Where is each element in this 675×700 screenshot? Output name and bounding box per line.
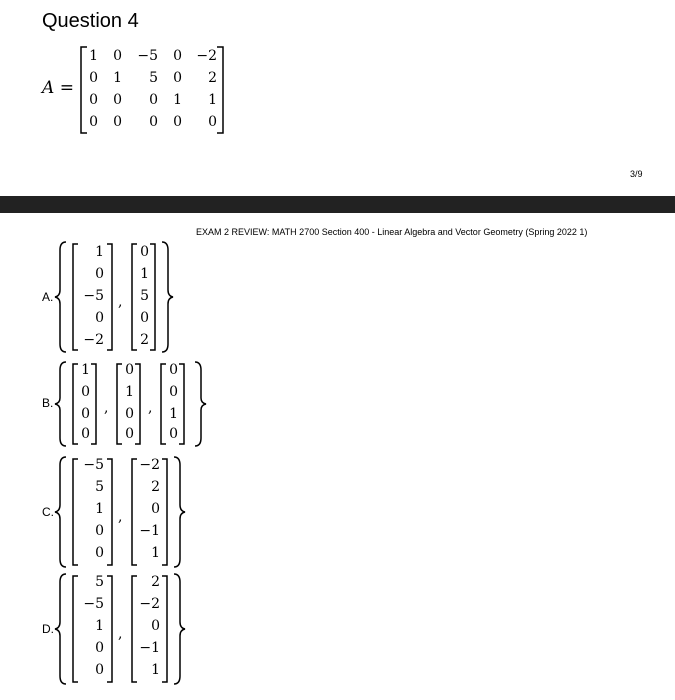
matrix-cell: 1: [113, 70, 122, 86]
vector-entry: 0: [169, 384, 178, 400]
vector-entry: 0: [95, 310, 104, 326]
question-title: Question 4: [42, 10, 139, 32]
matrix-cell: 0: [113, 48, 122, 64]
vector-entry: 2: [151, 574, 160, 590]
vector-bracket: [40, 240, 180, 354]
matrix-cell: −2: [196, 48, 217, 64]
matrix-cell: 0: [173, 48, 182, 64]
vector-entry: 5: [95, 574, 104, 590]
vector-entry: −5: [83, 457, 104, 473]
vector-entry: 1: [95, 501, 104, 517]
vector-entry: 1: [169, 406, 178, 422]
matrix-cell: 5: [149, 70, 158, 86]
vector-entry: 0: [95, 523, 104, 539]
vector-entry: 0: [151, 501, 160, 517]
vector-entry: 0: [95, 545, 104, 561]
vector-entry: 2: [151, 479, 160, 495]
matrix-cell: 1: [208, 92, 217, 108]
matrix-cell: 0: [173, 70, 182, 86]
option-label: A.: [42, 290, 54, 304]
matrix-cell: 0: [113, 92, 122, 108]
option-label: C.: [42, 505, 54, 519]
vector-entry: 1: [151, 662, 160, 678]
matrix-cell: 1: [173, 92, 182, 108]
vector-bracket: [40, 572, 190, 686]
vector-entry: −2: [139, 457, 160, 473]
vector-entry: 1: [95, 244, 104, 260]
matrix-symbol: A =: [42, 78, 74, 98]
matrix-cell: 0: [89, 70, 98, 86]
vector-entry: 0: [95, 640, 104, 656]
vector-entry: 2: [140, 332, 149, 348]
matrix-cell: 2: [208, 70, 217, 86]
matrix-cell: 0: [149, 92, 158, 108]
vector-entry: −2: [83, 332, 104, 348]
vector-entry: 5: [95, 479, 104, 495]
comma: ,: [118, 294, 123, 310]
vector-entry: 0: [140, 310, 149, 326]
vector-entry: 0: [95, 266, 104, 282]
matrix-cell: 0: [208, 114, 217, 130]
vector-entry: 0: [151, 618, 160, 634]
vector-entry: 1: [125, 384, 134, 400]
comma: ,: [148, 400, 153, 416]
vector-entry: 0: [125, 362, 134, 378]
option-d[interactable]: [40, 572, 190, 686]
vector-entry: 0: [125, 426, 134, 442]
vector-entry: 1: [140, 266, 149, 282]
matrix-cell: 0: [149, 114, 158, 130]
page-number: 3/9: [630, 169, 643, 179]
exam-header: EXAM 2 REVIEW: MATH 2700 Section 400 - Linear Algebra and Vector Geometry (Spring 2022 1): [196, 227, 588, 237]
option-label: D.: [42, 622, 54, 636]
option-label: B.: [42, 396, 54, 410]
vector-entry: 1: [81, 362, 90, 378]
vector-entry: 0: [169, 362, 178, 378]
matrix-cell: 0: [89, 92, 98, 108]
vector-bracket: [40, 360, 210, 448]
comma: ,: [118, 626, 123, 642]
vector-bracket: [40, 455, 190, 569]
vector-entry: 0: [81, 406, 90, 422]
vector-entry: 0: [125, 406, 134, 422]
vector-entry: −2: [139, 596, 160, 612]
vector-entry: 0: [81, 426, 90, 442]
vector-entry: 0: [140, 244, 149, 260]
vector-entry: −5: [83, 596, 104, 612]
vector-entry: 0: [95, 662, 104, 678]
matrix-cell: −5: [137, 48, 158, 64]
vector-entry: 5: [140, 288, 149, 304]
option-c[interactable]: [40, 455, 190, 569]
comma: ,: [104, 400, 109, 416]
option-a[interactable]: [40, 240, 180, 354]
matrix-cell: 1: [89, 48, 98, 64]
vector-entry: 0: [81, 384, 90, 400]
vector-entry: −1: [139, 523, 160, 539]
matrix-cell: 0: [113, 114, 122, 130]
vector-entry: −5: [83, 288, 104, 304]
page-divider: [0, 196, 675, 213]
comma: ,: [118, 509, 123, 525]
matrix-cell: 0: [173, 114, 182, 130]
matrix-a: [80, 46, 230, 134]
vector-entry: 0: [169, 426, 178, 442]
vector-entry: 1: [151, 545, 160, 561]
vector-entry: −1: [139, 640, 160, 656]
matrix-cell: 0: [89, 114, 98, 130]
vector-entry: 1: [95, 618, 104, 634]
option-b[interactable]: [40, 360, 210, 448]
